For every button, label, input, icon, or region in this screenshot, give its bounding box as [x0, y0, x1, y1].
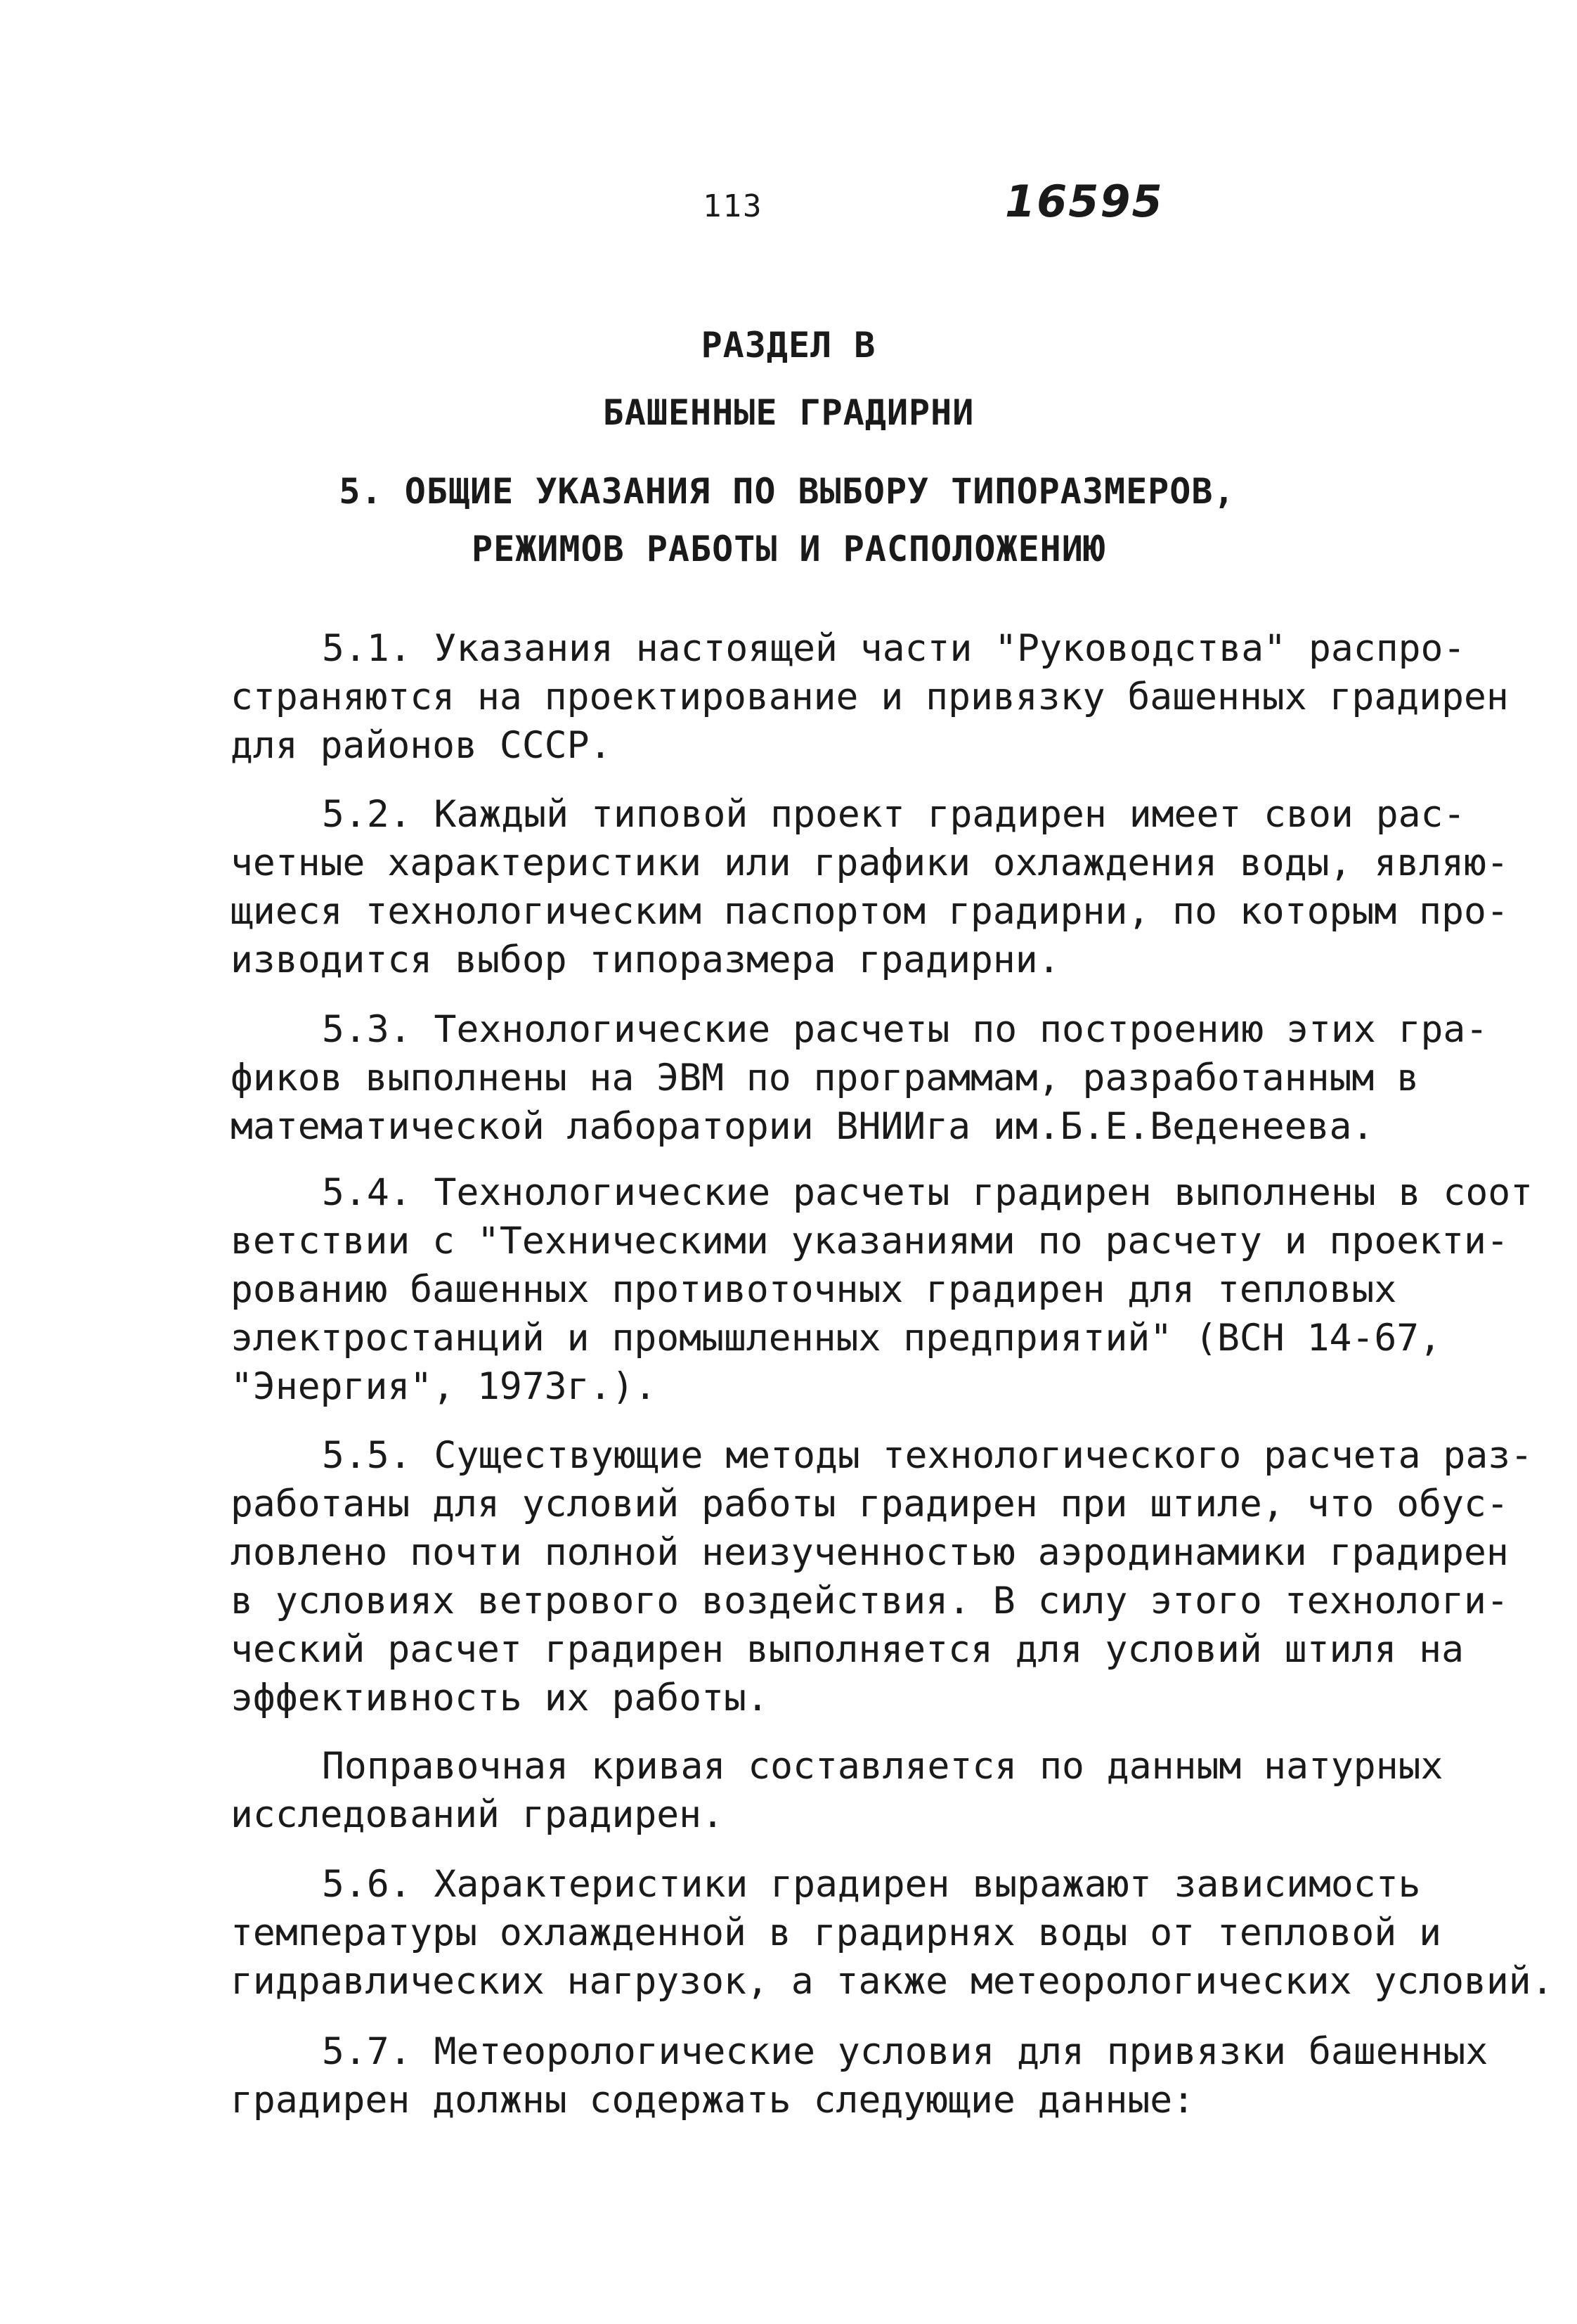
- text-line: 5.1. Указания настоящей части "Руководства" распро-: [322, 627, 1466, 670]
- paragraph-5-4: [231, 1168, 1533, 1411]
- text-line: ловлено почти полной неизученностью аэродинамики градирен: [231, 1531, 1509, 1574]
- subsection-title: БАШЕННЫЕ ГРАДИРНИ: [602, 392, 975, 433]
- text-line: 5.7. Метеорологические условия для привязки башенных: [322, 2030, 1488, 2073]
- paragraph-correction-curve: [231, 1742, 1443, 1839]
- paragraph-5-1: [231, 624, 1509, 770]
- chapter-heading-line-1: 5. ОБЩИЕ УКАЗАНИЯ ПО ВЫБОРУ ТИПОРАЗМЕРОВ,: [339, 471, 1235, 512]
- text-line: для районов СССР.: [231, 724, 612, 767]
- text-line: электростанций и промышленных предприятий" (ВСН 14-67,: [231, 1317, 1442, 1360]
- text-line: четные характеристики или графики охлаждения воды, являю-: [231, 841, 1509, 884]
- text-line: работаны для условий работы градирен при штиле, что обус-: [231, 1483, 1509, 1525]
- text-line: 5.3. Технологические расчеты по построению этих гра-: [322, 1008, 1488, 1051]
- text-line: 5.5. Существующие методы технологического расчета раз-: [322, 1434, 1533, 1477]
- chapter-heading-line-2: РЕЖИМОВ РАБОТЫ И РАСПОЛОЖЕНИЮ: [472, 529, 1105, 569]
- text-line: градирен должны содержать следующие данные:: [231, 2079, 1195, 2122]
- text-line: 5.6. Характеристики градирен выражают зависимость: [322, 1863, 1421, 1906]
- text-line: ческий расчет градирен выполняется для условий штиля на: [231, 1628, 1464, 1671]
- text-line: 5.4. Технологические расчеты градирен выполнены в соот: [322, 1171, 1533, 1214]
- paragraph-5-5: [231, 1431, 1533, 1722]
- paragraph-5-7: [231, 2027, 1488, 2124]
- text-line: 5.2. Каждый типовой проект градирен имеет свои рас-: [322, 793, 1466, 836]
- text-line: ветствии с "Техническими указаниями по расчету и проекти-: [231, 1220, 1509, 1263]
- text-line: математической лаборатории ВНИИга им.Б.Е.Веденеева.: [231, 1105, 1375, 1148]
- page-number: 113: [703, 188, 763, 224]
- text-line: эффективность их работы.: [231, 1677, 769, 1719]
- text-line: гидравлических нагрузок, а также метеорологических условий.: [231, 1960, 1554, 2003]
- text-line: температуры охлажденной в градирнях воды от тепловой и: [231, 1911, 1442, 1954]
- handwritten-stamp-number: 16595: [1005, 176, 1164, 227]
- text-line: исследований градирен.: [231, 1793, 724, 1836]
- text-line: изводится выбор типоразмера градирни.: [231, 938, 1060, 981]
- paragraph-5-6: [231, 1860, 1554, 2006]
- text-line: страняются на проектирование и привязку башенных градирен: [231, 676, 1509, 718]
- paragraph-5-3: [231, 1005, 1488, 1151]
- text-line: фиков выполнены на ЭВМ по программам, разработанным в: [231, 1057, 1420, 1099]
- text-line: "Энергия", 1973г.).: [231, 1365, 657, 1408]
- text-line: в условиях ветрового воздействия. В силу этого технологи-: [231, 1580, 1509, 1622]
- text-line: щиеся технологическим паспортом градирни, по которым про-: [231, 890, 1509, 933]
- text-line: Поправочная кривая составляется по данным натурных: [322, 1745, 1443, 1788]
- section-title: РАЗДЕЛ В: [701, 325, 876, 366]
- paragraph-5-2: [231, 790, 1509, 984]
- text-line: рованию башенных противоточных градирен для тепловых: [231, 1268, 1397, 1311]
